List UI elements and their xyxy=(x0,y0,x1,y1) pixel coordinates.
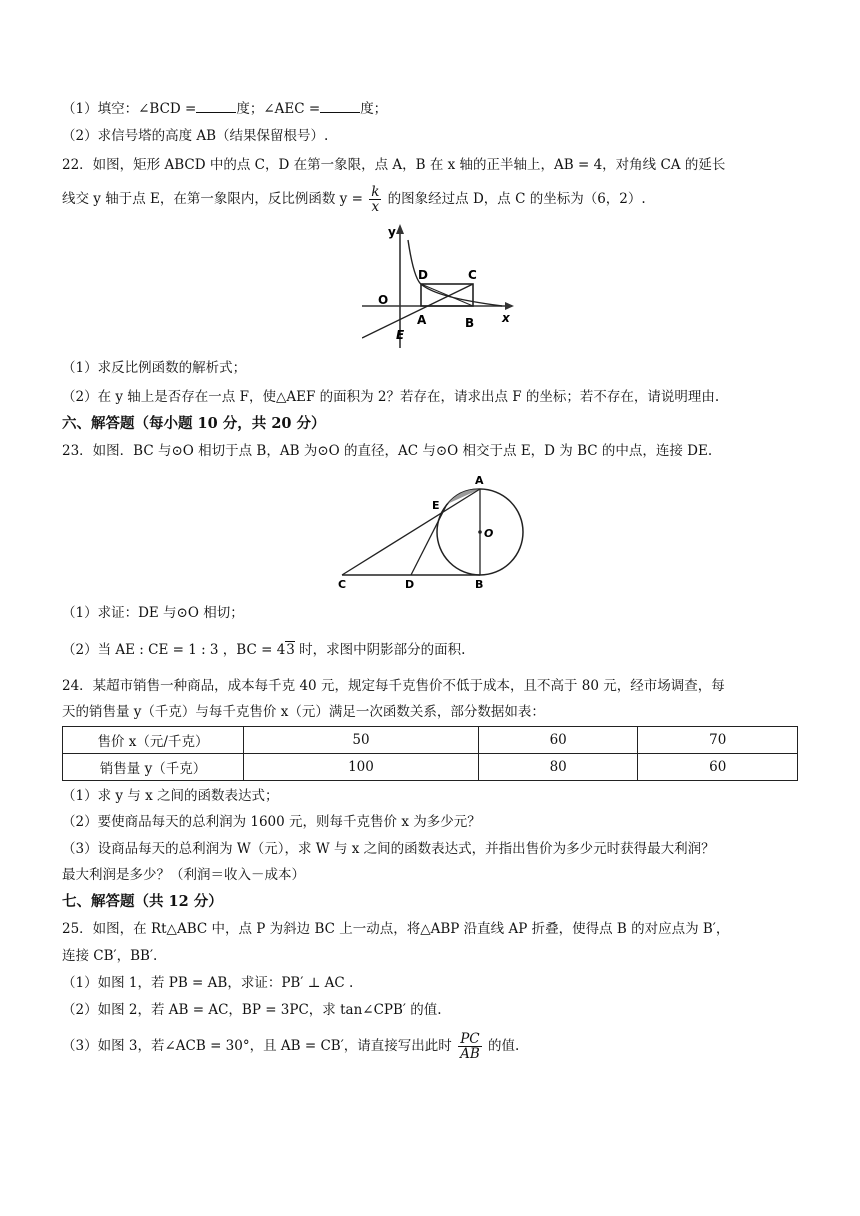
q23-part1: （1）求证：DE 与⊙O 相切； xyxy=(62,605,244,621)
center-point xyxy=(478,530,482,534)
label-O: O xyxy=(484,527,494,540)
q25-part1: （1）如图 1，若 PB = AB，求证：PB′ ⊥ AC . xyxy=(62,975,354,991)
table-cell: 80 xyxy=(478,754,638,781)
table-cell: 50 xyxy=(244,727,479,754)
q23-circle-figure xyxy=(334,474,534,592)
label-B: B xyxy=(475,578,484,591)
label-E: E xyxy=(432,499,440,512)
q22-stem-line1: 22．如图，矩形 ABCD 中的点 C，D 在第一象限，点 A，B 在 x 轴的正半轴上，AB = 4，对角线 CA 的延长 xyxy=(62,157,726,173)
table-cell: 60 xyxy=(638,754,798,781)
q24-part2: （2）要使商品每天的总利润为 1600 元，则每千克售价 x 为多少元？ xyxy=(62,814,481,830)
label-A: A xyxy=(475,474,484,487)
table-row xyxy=(63,727,798,754)
sqrt-3: 3 xyxy=(286,642,295,658)
label-D: D xyxy=(405,578,415,591)
section-heading-7: 七、解答题（共 12 分） xyxy=(62,893,223,910)
segment-ca xyxy=(342,489,480,575)
table-cell: 70 xyxy=(638,727,798,754)
answer-blank xyxy=(320,98,360,113)
label-A: A xyxy=(417,313,427,327)
answer-blank xyxy=(196,98,236,113)
y-axis-arrow xyxy=(396,224,404,234)
segment-de xyxy=(411,504,447,575)
table-header-price: 售价 x（元/千克） xyxy=(63,727,244,754)
fraction-pc-over-ab: $\frac{PC}{AB}$ xyxy=(460,1031,480,1062)
q22-part2: （2）在 y 轴上是否存在一点 F，使△AEF 的面积为 2？若存在，请求出点 F 的坐标；若不存在，请说明理由. xyxy=(62,389,720,405)
table-header-volume: 销售量 y（千克） xyxy=(63,754,244,781)
label-B: B xyxy=(465,316,475,330)
shaded-arc xyxy=(447,489,480,504)
label-O: O xyxy=(378,293,389,307)
fraction-k-over-x: $\frac{k}{x}$ xyxy=(371,184,380,215)
q24-stem-line1: 24．某超市销售一种商品，成本每千克 40 元，规定每千克售价不低于成本，且不高于 80 元，经市场调查，每 xyxy=(62,678,725,694)
label-D: D xyxy=(418,268,428,282)
section-heading-6: 六、解答题（每小题 10 分，共 20 分） xyxy=(62,415,326,432)
q23-stem: 23．如图．BC 与⊙O 相切于点 B，AB 为⊙O 的直径，AC 与⊙O 相交于点 E，D 为 BC 的中点，连接 DE. xyxy=(62,443,713,459)
table-cell: 100 xyxy=(244,754,479,781)
q25-stem-line1: 25．如图，在 Rt△ABC 中，点 P 为斜边 BC 上一动点，将△ABP 沿直线 AP 折叠，使得点 B 的对应点为 B′， xyxy=(62,921,730,937)
label-x: x xyxy=(502,311,510,325)
label-E: E xyxy=(396,328,405,342)
q21-part1: （1）填空：∠BCD = 度；∠AEC = 度； xyxy=(62,98,387,119)
q24-data-table xyxy=(62,726,798,781)
q25-part2: （2）如图 2，若 AB = AC，BP = 3PC，求 tan∠CPB′ 的值. xyxy=(62,1002,442,1018)
q22-coordinate-figure xyxy=(362,222,520,352)
q21-part2: （2）求信号塔的高度 AB（结果保留根号）. xyxy=(62,128,329,144)
q22-stem-line2: 线交 y 轴于点 E，在第一象限内，反比例函数 y = $\frac{k}{x}$ 的图象经过点 D，点 C 的坐标为（6，2）. xyxy=(62,184,646,215)
label-C: C xyxy=(468,268,477,282)
q23-part2: （2）当 AE : CE = 1 : 3 ，BC = 43 时，求图中阴影部分的面积. xyxy=(62,642,466,658)
q24-part3: （3）设商品每天的总利润为 W（元），求 W 与 x 之间的函数表达式，并指出售价为多少元时获得最大利润？ xyxy=(62,841,715,857)
q22-part1: （1）求反比例函数的解析式； xyxy=(62,360,247,376)
table-row xyxy=(63,754,798,781)
q24-stem-line2: 天的销售量 y（千克）与每千克售价 x（元）满足一次函数关系，部分数据如表： xyxy=(62,704,545,720)
q25-part3: （3）如图 3，若∠ACB = 30°，且 AB = CB′，请直接写出此时 $\frac{PC}{AB}$ 的值. xyxy=(62,1031,520,1062)
q25-stem-line2: 连接 CB′，BB′. xyxy=(62,948,158,964)
label-y: y xyxy=(388,225,396,239)
label-C: C xyxy=(338,578,347,591)
x-axis-arrow xyxy=(505,302,514,310)
q24-part1: （1）求 y 与 x 之间的函数表达式； xyxy=(62,788,279,804)
table-cell: 60 xyxy=(478,727,638,754)
q24-part3-cont: 最大利润是多少？（利润＝收入－成本） xyxy=(62,867,305,883)
